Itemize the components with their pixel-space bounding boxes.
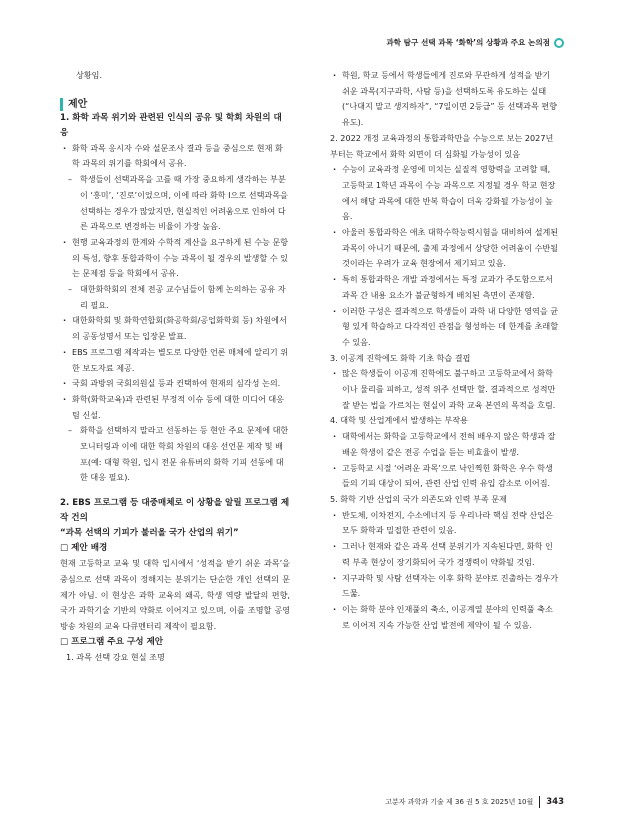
box-title-program: □ 프로그램 주요 구성 제안 bbox=[60, 636, 164, 647]
program-item-1: 1. 과목 선택 강요 현실 조명 bbox=[66, 651, 165, 662]
intro-line: 상황임. bbox=[76, 70, 103, 80]
list-item: · 이러한 구성은 결과적으로 학생들이 과학 내 다양한 영역을 균형 있게 학습하고 다각적인 관점을 형성하는 데 한계를 초래할 수 있음. bbox=[330, 304, 560, 351]
list-item: · 고등학교 시절 ‘어려운 과목’으로 낙인찍힌 화학은 우수 학생들의 기피 대상이 되어, 관련 산업 인력 유입 감소로 이어짐. bbox=[330, 461, 560, 492]
background-paragraph: 현재 고등학교 교육 및 대학 입시에서 ‘성적을 받기 쉬운 과목’을 중심으로 선택 과목이 정해지는 분위기는 단순한 개인 선택의 문제가 아님. 이 현상은 과학 교육의 왜곡, 학생 역량 발달의 편향, 국가 과학기술 기반의 약화로 이어지고 있으며, 이를 조명할 공영방송 차원의 교육 다큐멘터리 제작이 필요함. bbox=[60, 558, 290, 631]
list-item: · 많은 학생들이 이공계 진학에도 불구하고 고등학교에서 화학이나 물리를 피하고, 성적 위주 선택만 할. 결과적으로 성적만 잘 받는 법을 가르치는 현실이 과학 교육 본연의 목적을 흐림. bbox=[330, 366, 560, 413]
left-column bbox=[60, 68, 290, 665]
list-item: · 아울러 통합과학은 애초 대학수학능력시험을 대비하여 설계된 과목이 아니기 때문에, 출제 과정에서 상당한 어려움이 수반될 것이라는 우려가 교육 현장에서 제기되고 있음. bbox=[330, 225, 560, 272]
list-item: – 화학을 선택하지 말라고 선동하는 등 현안 주요 문제에 대한 모니터링과 이에 대한 학회 차원의 대응 선언문 제작 및 배포(예: 대형 학원, 입시 전문 유튜버의 화학 기피 선동에 대한 대응 필요). bbox=[60, 423, 290, 486]
header-circle-icon bbox=[554, 38, 564, 48]
page-footer bbox=[385, 796, 564, 808]
list-item: · 화학 과목 응시자 수와 설문조사 결과 등을 중심으로 현재 화학 과목의 위기를 학회에서 공유. bbox=[60, 141, 290, 172]
list-item: · 대한화학회 및 화학연합회(화공학회/공업화학회 등) 차원에서의 공동성명서 또는 입장문 발표. bbox=[60, 313, 290, 344]
list-item: · 특히 통합과학은 개발 과정에서는 특정 교과가 주도함으로서 과목 간 내용 요소가 불균형하게 배치된 측면이 존재함. bbox=[330, 272, 560, 303]
section-title: 제안 bbox=[60, 98, 290, 111]
list-item: · 수능이 교육과정 운영에 미치는 실질적 영향력을 고려할 때, 고등학교 1학년 과목이 수능 과목으로 지정될 경우 학교 현장에서 해당 과목에 대한 반복 학습이 더욱 강화될 가능성이 높음. bbox=[330, 162, 560, 225]
heading-2: 2. EBS 프로그램 등 대중매체로 이 상황을 알릴 프로그램 제작 건의 bbox=[60, 498, 290, 524]
list-item: · 그러나 현재와 같은 과목 선택 분위기가 지속된다면, 화학 인력 부족 현상이 장기화되어 국가 경쟁력이 약화될 것임. bbox=[330, 539, 560, 570]
list-item: · 국회 과방위 국회의원실 등과 컨택하여 현재의 심각성 논의. bbox=[60, 376, 290, 392]
list-item: – 대한화학회의 전체 전공 교수님들이 함께 논의하는 공유 자리 필요. bbox=[60, 282, 290, 313]
numbered-heading: 3. 이공계 진학에도 화학 기초 학습 결핍 bbox=[330, 352, 471, 363]
list-item: · 지구과학 및 사탐 선택자는 이후 화학 분야로 진출하는 경우가 드묾. bbox=[330, 571, 560, 602]
numbered-heading: 2. 2022 개정 교육과정의 통합과학만을 수능으로 보는 2027년부터는 학교에서 화학 외면이 더 심화될 가능성이 있음 bbox=[330, 132, 554, 159]
journal-info: 고분자 과학과 기술 제 36 권 5 호 2025년 10월 bbox=[385, 798, 534, 806]
list-item: – 학생들이 선택과목을 고를 때 가장 중요하게 생각하는 부분이 ‘흥미’, ‘진로’이었으며, 이에 따라 화학 I으로 선택과목을 선택하는 경우가 많았지만, 현실적인 어려움으로 인하여 다른 과목으로 변경하는 비율이 가장 높음. bbox=[60, 172, 290, 235]
running-header bbox=[386, 37, 564, 48]
numbered-heading: 5. 화학 기반 산업의 국가 의존도와 인력 부족 문제 bbox=[330, 493, 507, 504]
heading-2-quote: “과목 선택의 기피가 불러올 국가 산업의 위기” bbox=[60, 528, 239, 539]
running-title: 과학 탐구 선택 과목 ‘화학’의 상황과 주요 논의점 bbox=[386, 38, 550, 47]
list-item: · 현행 교육과정의 한계와 수학적 계산을 요구하게 된 수능 문항의 특성, 향후 통합과학이 수능 과목이 될 경우의 발생할 수 있는 문제점 등을 학회에서 공유. bbox=[60, 235, 290, 282]
box-title-background: □ 제안 배경 bbox=[60, 543, 108, 554]
footer-divider bbox=[539, 796, 540, 808]
heading-1: 1. 화학 과목 위기와 관련된 인식의 공유 및 학회 차원의 대응 bbox=[60, 112, 282, 138]
list-item: · 화학(화학교육)과 관련된 부정적 이슈 등에 대한 미디어 대응팀 신설. bbox=[60, 392, 290, 423]
page-number: 343 bbox=[546, 797, 564, 807]
right-column bbox=[330, 68, 560, 633]
list-item: · 학원, 학교 등에서 학생들에게 진로와 무관하게 성적을 받기 쉬운 과목(지구과학, 사탐 등)을 선택하도록 유도하는 실태(“나대지 말고 생지하자”, “7일이면 2등급” 등 선택과목 편향 유도). bbox=[330, 68, 560, 131]
numbered-heading: 4. 대학 및 산업계에서 발생하는 부작용 bbox=[330, 415, 468, 426]
list-item: · 대학에서는 화학을 고등학교에서 전혀 배우지 않은 학생과 잘 배운 학생이 같은 전공 수업을 듣는 비효율이 발생. bbox=[330, 429, 560, 460]
list-item: · 이는 화학 분야 인재풀의 축소, 이공계열 분야의 인력풀 축소로 이어져 지속 가능한 산업 발전에 제약이 될 수 있음. bbox=[330, 602, 560, 633]
list-item: · EBS 프로그램 제작과는 별도로 다양한 언론 매체에 알리기 위한 보도자료 제공. bbox=[60, 345, 290, 376]
list-item: · 반도체, 이차전지, 수소에너지 등 우리나라 핵심 전략 산업은 모두 화학과 밀접한 관련이 있음. bbox=[330, 508, 560, 539]
